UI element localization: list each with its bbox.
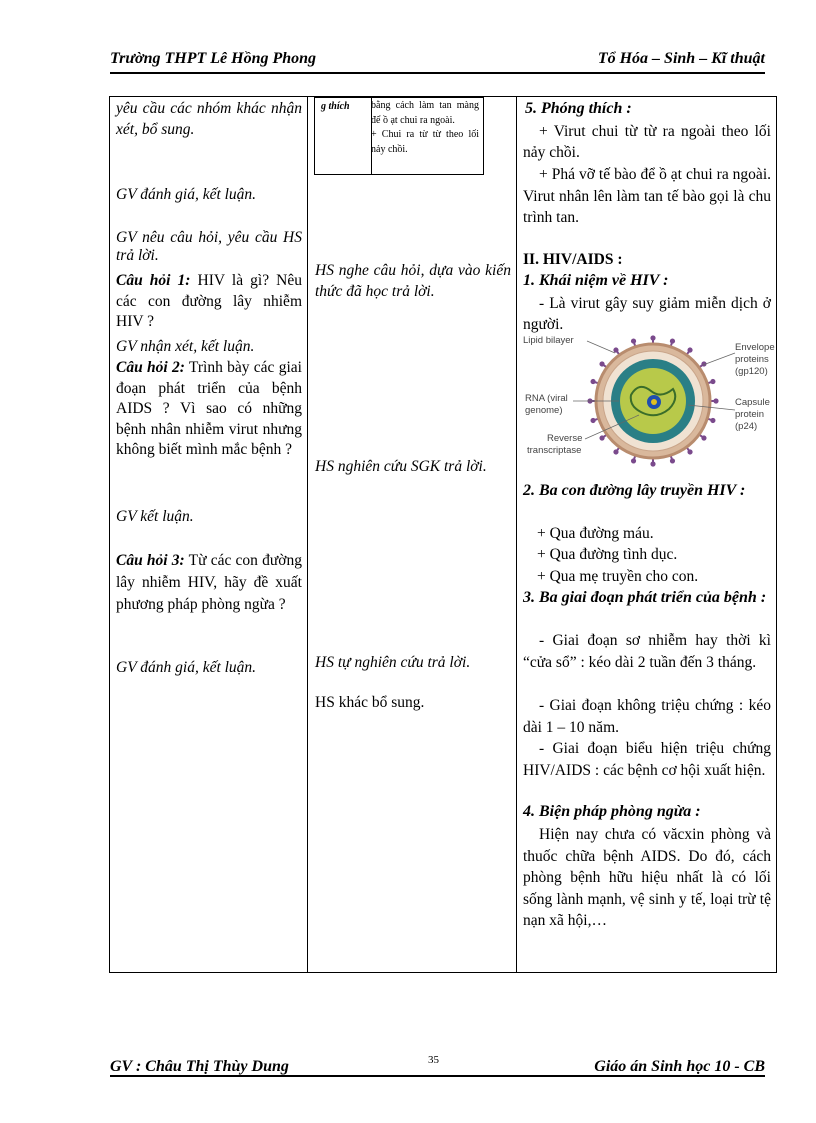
teacher-name: GV : Châu Thị Thùy Dung — [110, 1058, 289, 1075]
c1-p6: GV đánh giá, kết luận. — [116, 659, 257, 676]
page-header — [110, 50, 765, 74]
label-envelope-3: (gp120) — [735, 366, 768, 377]
c1-p2: GV đánh giá, kết luận. — [116, 186, 257, 203]
enzyme-center — [651, 399, 657, 405]
envelope-spike-head — [670, 458, 675, 463]
stage-3: - Giai đoạn biểu hiện triệu chứng HIV/AIDS : các bệnh cơ hội xuất hiện. — [523, 740, 771, 779]
label-capsule-2: protein — [735, 409, 765, 420]
section-5-b: + Phá vỡ tế bào để ồ ạt chui ra ngoài. Virut nhân lên làm tan tế bào gọi là chu trình tan. — [523, 166, 771, 226]
transmission-b: + Qua đường tình dục. — [537, 546, 678, 563]
section-5-title: 5. Phóng thích : — [525, 100, 632, 117]
label-envelope-2: proteins — [735, 354, 769, 365]
school-name: Trường THPT Lê Hồng Phong — [110, 50, 317, 67]
hiv-structure-diagram — [523, 335, 775, 460]
page-number: 35 — [428, 1054, 439, 1066]
envelope-spike-head — [613, 347, 618, 352]
inner-table-text-1: bằng cách làm tan màng để ồ ạt chui ra ngoài. — [371, 100, 479, 126]
question-2-text: Trình bày các giai đoạn phát triển của bệnh AIDS ? Vì sao có những bệnh nhân nhiễm virut nhưng không biết mình mắc bệnh ? — [116, 359, 302, 458]
inner-table-fragment — [314, 97, 484, 175]
page-footer — [110, 1054, 765, 1076]
question-1-text: HIV là gì? Nêu các con đường lây nhiễm HIV ? — [116, 272, 302, 330]
envelope-spike-head — [687, 347, 692, 352]
envelope-spike-head — [599, 435, 604, 440]
c2-p3: HS tự nghiên cứu trả lời. — [315, 654, 471, 671]
teacher-activity-column — [110, 97, 308, 972]
envelope-spike-head — [590, 418, 595, 423]
c1-p4: GV nhận xét, kết luận. — [116, 338, 255, 355]
question-2-label: Câu hỏi 2: — [116, 359, 185, 376]
c2-p1: HS nghe câu hỏi, dựa vào kiến thức đã học trả lời. — [315, 262, 511, 300]
envelope-spike-head — [590, 379, 595, 384]
envelope-spike-head — [670, 338, 675, 343]
stage-2: - Giai đoạn không triệu chứng : kéo dài 1 – 10 năm. — [523, 697, 771, 736]
envelope-spike-head — [650, 461, 655, 466]
lesson-plan-title: Giáo án Sinh học 10 - CB — [594, 1058, 765, 1075]
label-capsule-1: Capsule — [735, 397, 770, 408]
envelope-spike-head — [687, 449, 692, 454]
envelope-spike-head — [650, 335, 655, 340]
stages-title: 3. Ba giai đoạn phát triển của bệnh : — [523, 589, 767, 606]
inner-table-label: g thích — [315, 98, 372, 174]
label-lipid: Lipid bilayer — [523, 335, 574, 346]
prevention-title: 4. Biện pháp phòng ngừa : — [523, 803, 701, 820]
department-name: Tổ Hóa – Sinh – Kĩ thuật — [597, 50, 765, 67]
c2-p2: HS nghiên cứu SGK trả lời. — [315, 458, 487, 475]
student-activity-column — [308, 97, 517, 972]
label-rna-2: genome) — [525, 405, 563, 416]
question-3 — [116, 550, 302, 616]
c1-p3: GV nêu câu hỏi, yêu cầu HS trả lời. — [116, 229, 302, 264]
inner-table-text — [371, 99, 479, 157]
label-reverse-1: Reverse — [547, 433, 583, 444]
question-1-label: Câu hỏi 1: — [116, 272, 191, 289]
question-3-label: Câu hỏi 3: — [116, 552, 185, 569]
c2-p4: HS khác bổ sung. — [315, 694, 425, 711]
c1-p5: GV kết luận. — [116, 508, 194, 525]
c1-p1: yêu cầu các nhóm khác nhận xét, bổ sung. — [116, 100, 302, 138]
question-2 — [116, 358, 302, 461]
footer-rule — [110, 1075, 765, 1077]
label-capsule-3: (p24) — [735, 421, 758, 432]
question-3-text: Từ các con đường lây nhiễm HIV, hãy đề xuất phương pháp phòng ngừa ? — [116, 552, 302, 613]
inner-table-text-2: + Chui ra từ từ theo lối nảy chồi. — [371, 129, 479, 155]
concept-title: 1. Khái niệm về HIV : — [523, 272, 669, 289]
label-rna-1: RNA (viral — [525, 393, 568, 404]
content-column — [517, 97, 776, 972]
concept-text: - Là virut gây suy giảm miễn dịch ở người. — [523, 295, 771, 333]
transmission-c: + Qua mẹ truyền cho con. — [537, 568, 699, 585]
lesson-table — [109, 96, 777, 973]
question-1 — [116, 271, 302, 333]
envelope-spike-head — [710, 418, 715, 423]
envelope-spike-head — [710, 379, 715, 384]
section-5-a: + Virut chui từ từ ra ngoài theo lối nảy chồi. — [523, 123, 771, 161]
label-envelope-1: Envelope — [735, 342, 775, 353]
stage-1: - Giai đoạn sơ nhiễm hay thời kì “cửa sổ” : kéo dài 2 tuần đến 3 tháng. — [523, 632, 771, 671]
envelope-spike-head — [599, 361, 604, 366]
envelope-spike-head — [701, 435, 706, 440]
prevention-text: Hiện nay chưa có văcxin phòng và thuốc chữa bệnh AIDS. Do đó, cách phòng bệnh hữu hiệu nhất là có lối sống lành mạnh, vệ sinh y tế, loại trừ tệ nạn xã hội,… — [523, 826, 771, 929]
envelope-spike-head — [631, 338, 636, 343]
envelope-spike-head — [713, 398, 718, 403]
section-2-title: II. HIV/AIDS : — [523, 251, 623, 268]
envelope-spike-head — [631, 458, 636, 463]
transmission-title: 2. Ba con đường lây truyền HIV : — [523, 482, 746, 499]
label-reverse-2: transcriptase — [527, 445, 582, 456]
transmission-a: + Qua đường máu. — [537, 525, 654, 542]
envelope-spike-head — [613, 449, 618, 454]
